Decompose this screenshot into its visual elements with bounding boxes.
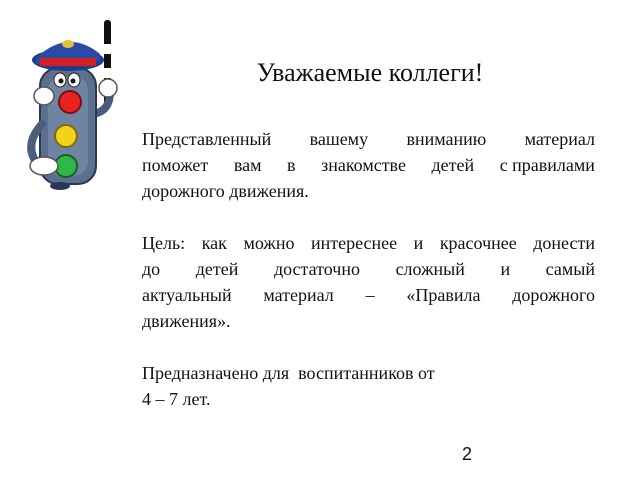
- slide-body: [142, 126, 595, 412]
- slide-title: Уважаемые коллеги!: [256, 58, 484, 87]
- word: «Правила: [406, 285, 481, 305]
- intro-paragraph: [142, 126, 595, 204]
- word: с правилами: [499, 155, 595, 175]
- word: интереснее: [310, 233, 398, 253]
- traffic-light-mascot-icon: [14, 14, 134, 190]
- word: красочнее: [439, 233, 517, 253]
- word: дорожного движения.: [142, 181, 309, 201]
- word: детей: [431, 155, 475, 175]
- text-line: Предназначено для воспитанников от: [142, 363, 435, 383]
- word: самый: [545, 259, 595, 279]
- word: знакомстве: [321, 155, 406, 175]
- word: материал: [524, 129, 595, 149]
- word: вашему: [309, 129, 369, 149]
- word: достаточно: [273, 259, 360, 279]
- word: –: [365, 285, 375, 305]
- word: можно: [243, 233, 295, 253]
- word: детей: [195, 259, 239, 279]
- word: актуальный: [142, 285, 232, 305]
- word: дорожного: [512, 285, 595, 305]
- word: и: [500, 259, 511, 279]
- text-line: [142, 282, 595, 308]
- word: как: [201, 233, 227, 253]
- audience-paragraph: [142, 360, 595, 412]
- text-line: [142, 126, 595, 152]
- word: поможет: [142, 155, 209, 175]
- page-number: 2: [462, 444, 473, 464]
- word: и: [413, 233, 424, 253]
- word: Цель:: [142, 233, 186, 253]
- goal-paragraph: [142, 230, 595, 334]
- word: сложный: [395, 259, 465, 279]
- text-line: 4 – 7 лет.: [142, 389, 211, 409]
- text-line: [142, 256, 595, 282]
- text-line: [142, 230, 595, 256]
- word: вниманию: [406, 129, 487, 149]
- word: в: [287, 155, 296, 175]
- word: вам: [233, 155, 262, 175]
- word: до: [142, 259, 161, 279]
- word: донести: [533, 233, 595, 253]
- text-line: [142, 152, 595, 178]
- word: Представленный: [142, 129, 272, 149]
- word: движения».: [142, 311, 231, 331]
- text-line: [142, 178, 595, 204]
- word: материал: [263, 285, 334, 305]
- text-line: [142, 308, 595, 334]
